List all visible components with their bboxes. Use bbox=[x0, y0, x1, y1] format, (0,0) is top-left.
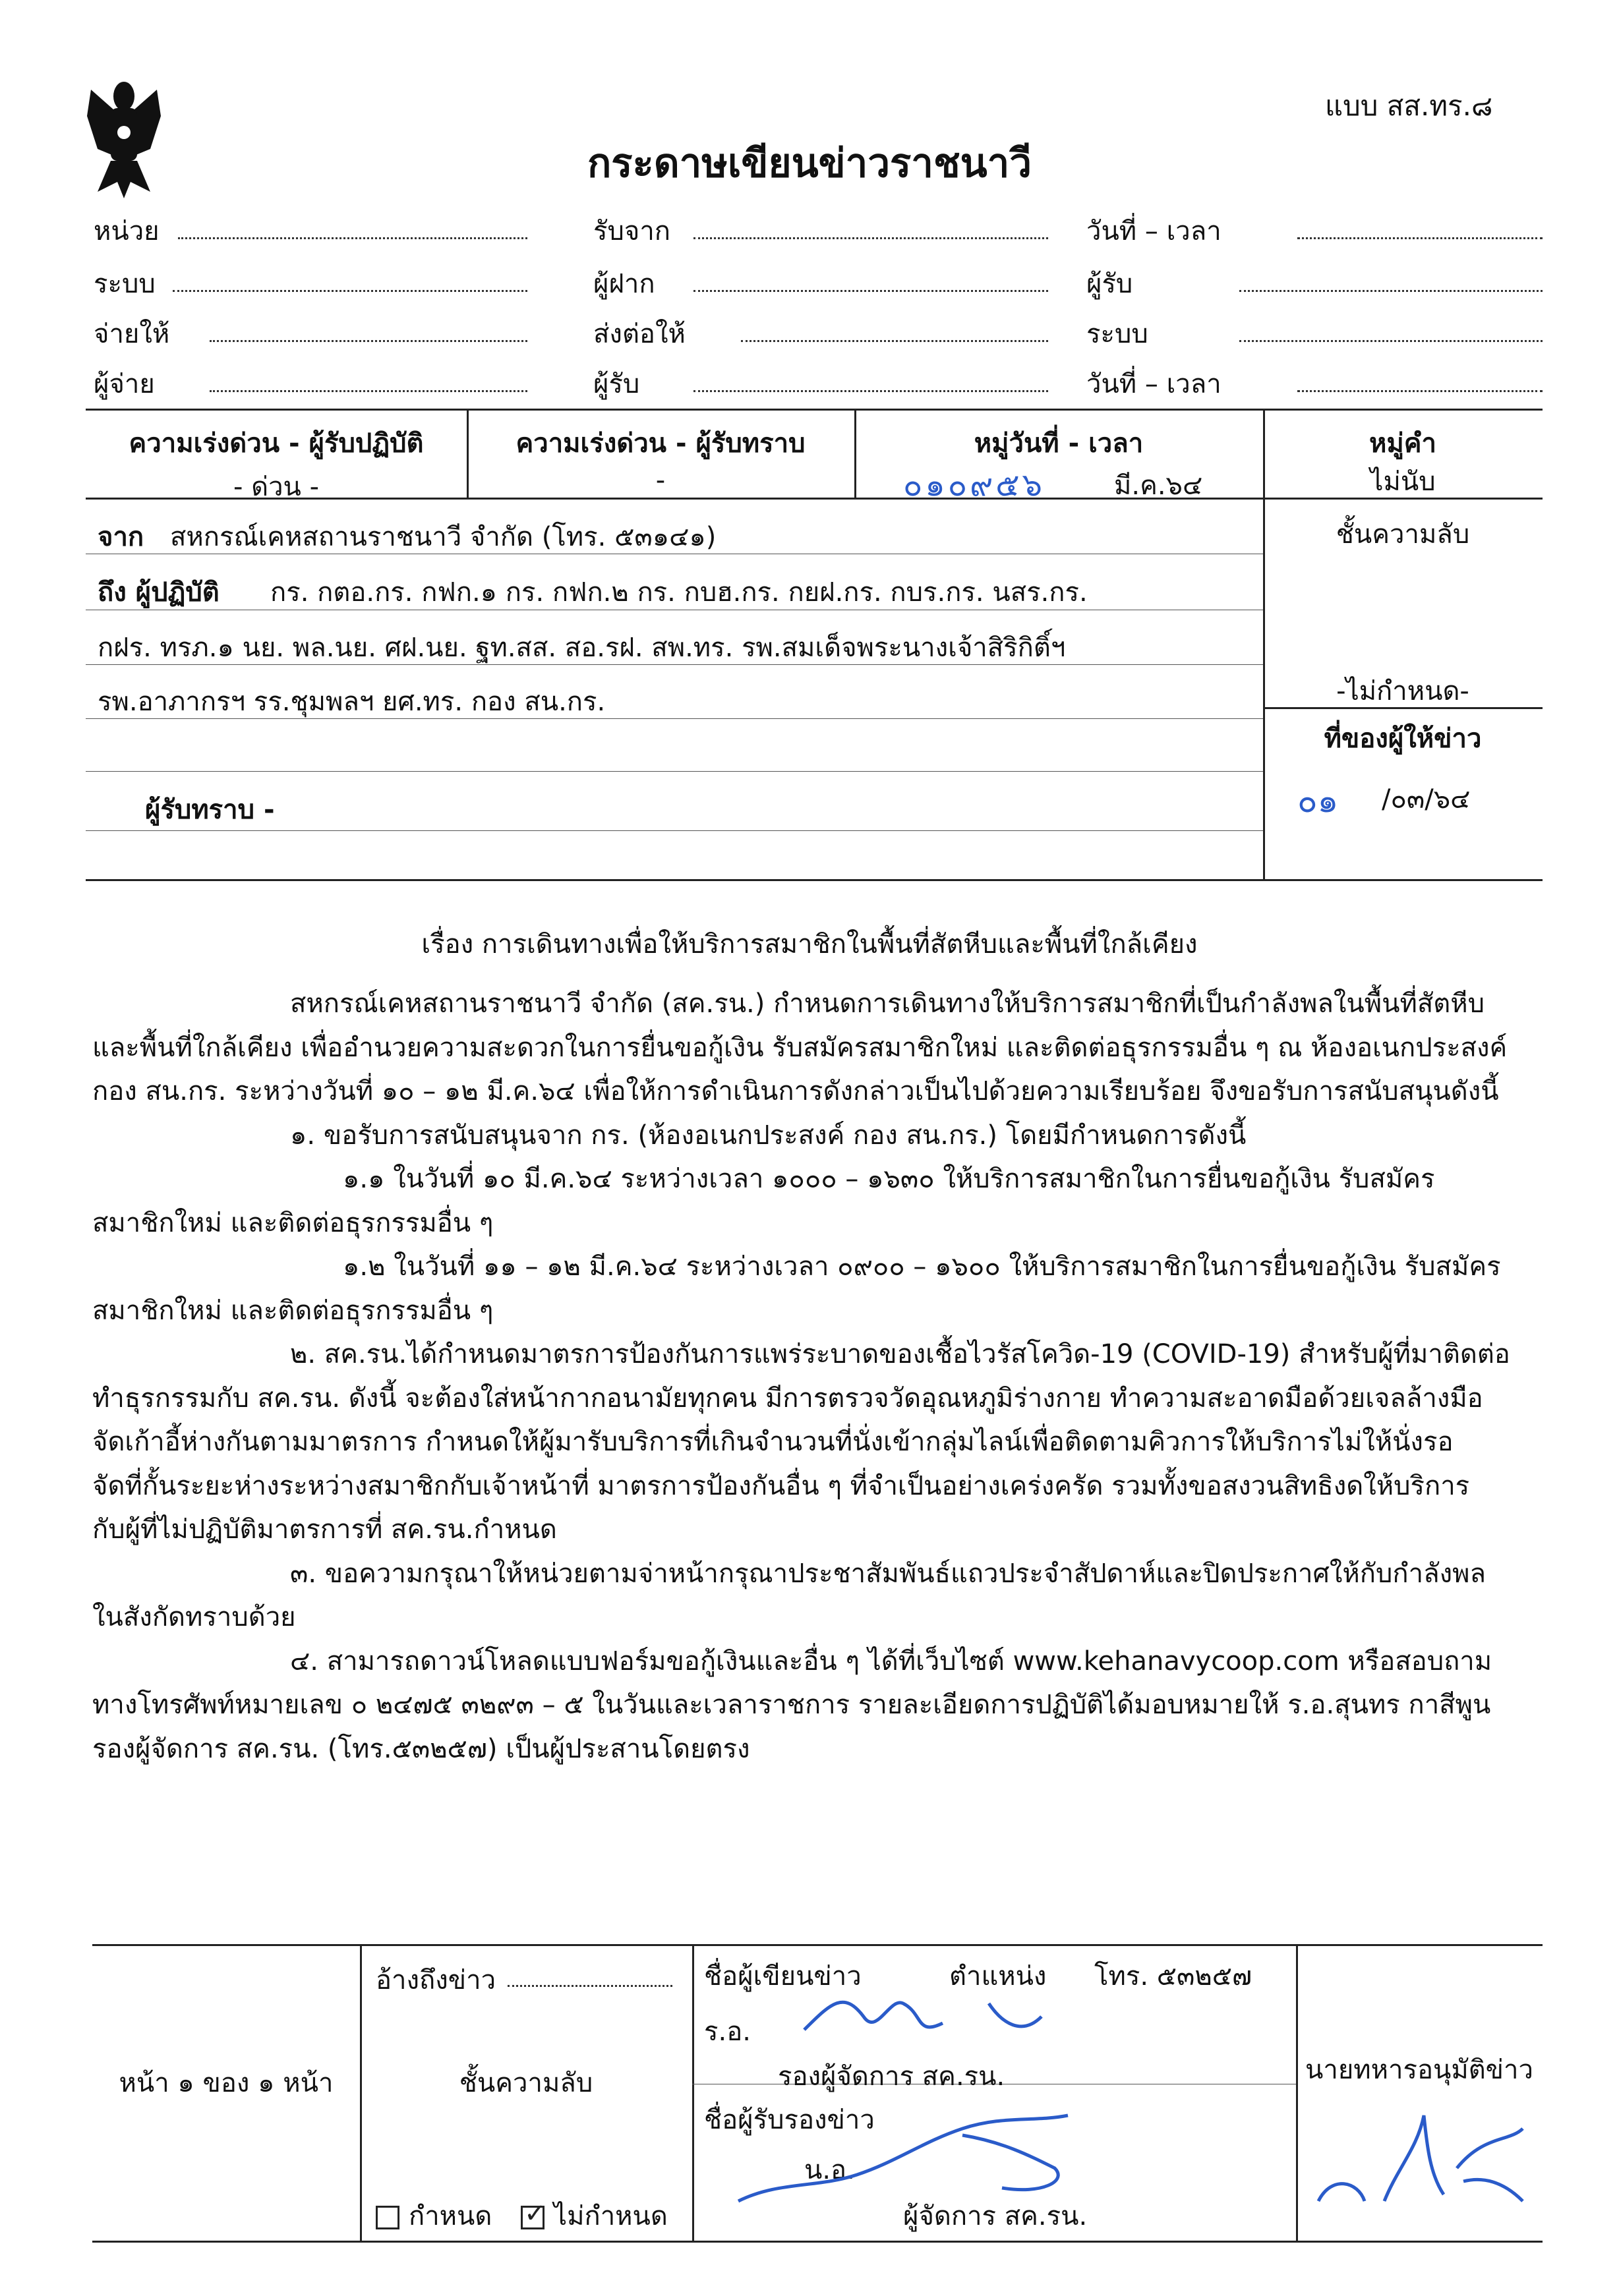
header-field-dots bbox=[741, 340, 1048, 342]
urgency-action-value: - ด่วน - bbox=[233, 472, 320, 502]
header-field-dots bbox=[1239, 340, 1543, 342]
sender-ref-date: /๐๓/๖๔ bbox=[1382, 784, 1471, 815]
body-line: ๔. สามารถดาวน์โหลดแบบฟอร์มขอกู้เงินและอื่น ๆ ได้ที่เว็บไซต์ www.kehanavycoop.com หรือสอบถาม bbox=[290, 1646, 1492, 1677]
datetime-group-month: มี.ค.๖๔ bbox=[1114, 471, 1203, 501]
footer-secrecy-label: ชั้นความลับ bbox=[459, 2068, 593, 2098]
header-field-col1-2: จ่ายให้ bbox=[94, 319, 170, 349]
body-line: ๒. สค.รน.ได้กำหนดมาตรการป้องกันการแพร่ระบาดของเชื้อไวรัสโควิด-19 (COVID-19) สำหรับผู้ที่มาติดต่อ bbox=[290, 1339, 1510, 1369]
header-field-col2-3: ผู้รับ bbox=[593, 369, 640, 399]
table-top-border bbox=[86, 409, 1543, 411]
secrecy-option-unset[interactable]: ✓ ไม่กำหนด bbox=[521, 2195, 668, 2237]
header-field-dots bbox=[693, 390, 1048, 392]
header-field-col1-0: หน่วย bbox=[94, 216, 160, 246]
header-field-col3-0: วันที่ – เวลา bbox=[1086, 216, 1222, 246]
writer-label: ชื่อผู้เขียนข่าว bbox=[704, 1961, 862, 1992]
from-value: สหกรณ์เคหสถานราชนาวี จำกัด (โทร. ๕๓๑๔๑) bbox=[170, 522, 717, 552]
urgency-info-header: ความเร่งด่วน - ผู้รับทราบ bbox=[515, 428, 806, 459]
header-field-col2-1: ผู้ฝาก bbox=[593, 269, 655, 299]
secrecy-label: ชั้นความลับ bbox=[1336, 519, 1470, 550]
body-line: รองผู้จัดการ สค.รน. (โทร.๕๓๒๕๗) เป็นผู้ประสานโดยตรง bbox=[92, 1734, 750, 1764]
secrecy-option-set[interactable]: กำหนด bbox=[376, 2195, 492, 2237]
urgency-action-header: ความเร่งด่วน - ผู้รับปฏิบัติ bbox=[129, 428, 424, 459]
body-line: ทางโทรศัพท์หมายเลข ๐ ๒๔๗๕ ๓๒๙๓ – ๕ ในวันและเวลาราชการ รายละเอียดการปฏิบัติได้มอบหมายให้ ร.อ.สุนทร กาสีพูน bbox=[92, 1690, 1491, 1720]
header-field-col2-0: รับจาก bbox=[593, 216, 670, 246]
header-field-dots bbox=[693, 237, 1048, 239]
header-field-col2-2: ส่งต่อให้ bbox=[593, 319, 686, 349]
body-line: กอง สน.กร. ระหว่างวันที่ ๑๐ – ๑๒ มี.ค.๖๔ เพื่อให้การดำเนินการดังกล่าวเป็นไปด้วยความเรียบร้อย จึงขอรับการสนับสนุนดังนี้ bbox=[92, 1076, 1499, 1106]
body-line: ทำธุรกรรมกับ สค.รน. ดังนี้ จะต้องใส่หน้ากากอนามัยทุกคน มีการตรวจวัดอุณหภูมิร่างกาย ทำความสะอาดมือด้วยเจลล้างมือ bbox=[92, 1383, 1483, 1414]
body-line: ๑.๒ ในวันที่ ๑๑ – ๑๒ มี.ค.๖๔ ระหว่างเวลา ๐๙๐๐ – ๑๖๐๐ ให้บริการสมาชิกในการยื่นขอกู้เงิน รับสมัคร bbox=[343, 1251, 1501, 1282]
footer-vline-2 bbox=[692, 1944, 694, 2241]
ref-message-label: อ้างถึงข่าว bbox=[376, 1965, 496, 1995]
page-title: กระดาษเขียนข่าวราชนาวี bbox=[587, 140, 1032, 187]
header-field-dots bbox=[210, 340, 527, 342]
sender-ref-label: ที่ของผู้ให้ข่าว bbox=[1324, 724, 1482, 754]
body-line: ๑.๑ ในวันที่ ๑๐ มี.ค.๖๔ ระหว่างเวลา ๑๐๐๐ – ๑๖๓๐ ให้บริการสมาชิกในการยื่นขอกู้เงิน รับสมัคร bbox=[343, 1164, 1435, 1194]
from-label: จาก bbox=[98, 522, 144, 552]
header-field-dots bbox=[1297, 390, 1543, 392]
datetime-group-handwritten: ๐๑๐๙๕๖ bbox=[903, 467, 1045, 503]
subject-line: เรื่อง การเดินทางเพื่อให้บริการสมาชิกในพื้นที่สัตหีบและพื้นที่ใกล้เคียง bbox=[421, 929, 1198, 960]
sender-ref-handwritten: ๐๑ bbox=[1297, 782, 1339, 820]
to-line-3: รพ.อาภากรฯ รร.ชุมพลฯ ยศ.ทร. กอง สน.กร. bbox=[98, 687, 606, 717]
body-line: จัดที่กั้นระยะห่างระหว่างสมาชิกกับเจ้าหน้าที่ มาตรการป้องกันอื่น ๆ ที่จำเป็นอย่างเคร่งครัด รวมทั้งขอสงวนสิทธิงดให้บริการ bbox=[92, 1471, 1470, 1501]
footer-vline-3 bbox=[1296, 1944, 1298, 2241]
page-number: หน้า ๑ ของ ๑ หน้า bbox=[119, 2068, 334, 2098]
header-field-col3-1: ผู้รับ bbox=[1086, 269, 1133, 299]
approver-signature bbox=[1312, 2089, 1536, 2221]
body-line: ในสังกัดทราบด้วย bbox=[92, 1602, 296, 1632]
body-line: ๓. ขอความกรุณาให้หน่วยตามจ่าหน้ากรุณาประชาสัมพันธ์แถวประจำสัปดาห์และปิดประกาศให้กับกำลังพล bbox=[290, 1559, 1487, 1589]
urgency-info-value: - bbox=[655, 465, 666, 496]
certifier-label: ชื่อผู้รับรองข่าว bbox=[704, 2105, 875, 2135]
word-count-value: ไม่นับ bbox=[1370, 467, 1436, 497]
certifier-rank: น.อ. bbox=[804, 2155, 855, 2185]
header-field-col3-2: ระบบ bbox=[1086, 319, 1148, 349]
certifier-signature bbox=[725, 2102, 1094, 2221]
body-line: สหกรณ์เคหสถานราชนาวี จำกัด (สค.รน.) กำหนดการเดินทางให้บริการสมาชิกที่เป็นกำลังพลในพื้นที่สัตหีบ bbox=[290, 989, 1485, 1019]
ref-message-dots bbox=[508, 1985, 672, 1987]
header-field-dots bbox=[1239, 290, 1543, 292]
position-label: ตำแหน่ง bbox=[949, 1961, 1047, 1992]
certifier-position: ผู้จัดการ สค.รน. bbox=[903, 2201, 1088, 2231]
header-field-dots bbox=[693, 290, 1048, 292]
footer-bottom-border bbox=[92, 2241, 1543, 2243]
writer-position: รองผู้จัดการ สค.รน. bbox=[778, 2061, 1005, 2092]
writer-signature bbox=[791, 1977, 1068, 2056]
table-bottom-border bbox=[86, 879, 1543, 881]
secrecy-value: -ไม่กำหนด- bbox=[1336, 676, 1469, 706]
header-field-dots bbox=[1297, 237, 1543, 239]
writer-rank: ร.อ. bbox=[704, 2017, 751, 2047]
table-line-6 bbox=[86, 771, 1263, 772]
footer-top-border bbox=[92, 1944, 1543, 1946]
header-field-dots bbox=[178, 237, 527, 239]
unset-checkbox[interactable] bbox=[521, 2198, 546, 2229]
body-line: จัดเก้าอี้ห่างกันตามมาตรการ กำหนดให้ผู้มารับบริการที่เกินจำนวนที่นั่งเข้ากลุ่มไลน์เพื่อติดตามคิวการให้บริการไม่ให้นั่งรอ bbox=[92, 1427, 1454, 1457]
header-field-col1-3: ผู้จ่าย bbox=[94, 369, 155, 399]
body-line: กับผู้ที่ไม่ปฏิบัติมาตรการที่ สค.รน.กำหนด bbox=[92, 1514, 557, 1545]
table-line-7 bbox=[86, 830, 1263, 831]
header-field-col1-1: ระบบ bbox=[94, 269, 156, 299]
approver-label: นายทหารอนุมัติข่าว bbox=[1305, 2055, 1533, 2085]
to-line-2: กฝร. ทรภ.๑ นย. พล.นย. ศฝ.นย. ฐท.สส. สอ.รฝ. สพ.ทร. รพ.สมเด็จพระนางเจ้าสิริกิติ์ฯ bbox=[98, 633, 1066, 663]
body-line: สมาชิกใหม่ และติดต่อธุรกรรมอื่น ๆ bbox=[92, 1296, 494, 1326]
header-field-dots bbox=[210, 390, 527, 392]
body-line: ๑. ขอรับการสนับสนุนจาก กร. (ห้องอเนกประสงค์ กอง สน.กร.) โดยมีกำหนดการดังนี้ bbox=[290, 1120, 1247, 1151]
form-code: แบบ สส.ทร.๘ bbox=[1325, 90, 1493, 122]
check-mark-icon: ✓ bbox=[524, 2198, 546, 2229]
set-checkbox[interactable] bbox=[376, 2206, 399, 2229]
to-label: ถึง ผู้ปฏิบัติ bbox=[98, 577, 220, 608]
cc-label: ผู้รับทราบ - bbox=[145, 795, 275, 825]
header-field-dots bbox=[173, 290, 527, 292]
datetime-group-header: หมู่วันที่ - เวลา bbox=[974, 428, 1144, 459]
word-count-header: หมู่คำ bbox=[1369, 428, 1436, 459]
to-line-1: กร. กตอ.กร. กฟก.๑ กร. กฟก.๒ กร. กบฮ.กร. กยฝ.กร. กบร.กร. นสร.กร. bbox=[270, 577, 1088, 608]
header-field-col3-3: วันที่ – เวลา bbox=[1086, 369, 1222, 399]
body-line: สมาชิกใหม่ และติดต่อธุรกรรมอื่น ๆ bbox=[92, 1208, 494, 1238]
body-line: และพื้นที่ใกล้เคียง เพื่ออำนวยความสะดวกในการยื่นขอกู้เงิน รับสมัครสมาชิกใหม่ และติดต่อธุรกรรมอื่น ๆ ณ ห้องอเนกประสงค์ bbox=[92, 1033, 1508, 1063]
writer-phone: โทร. ๕๓๒๕๗ bbox=[1094, 1961, 1252, 1992]
